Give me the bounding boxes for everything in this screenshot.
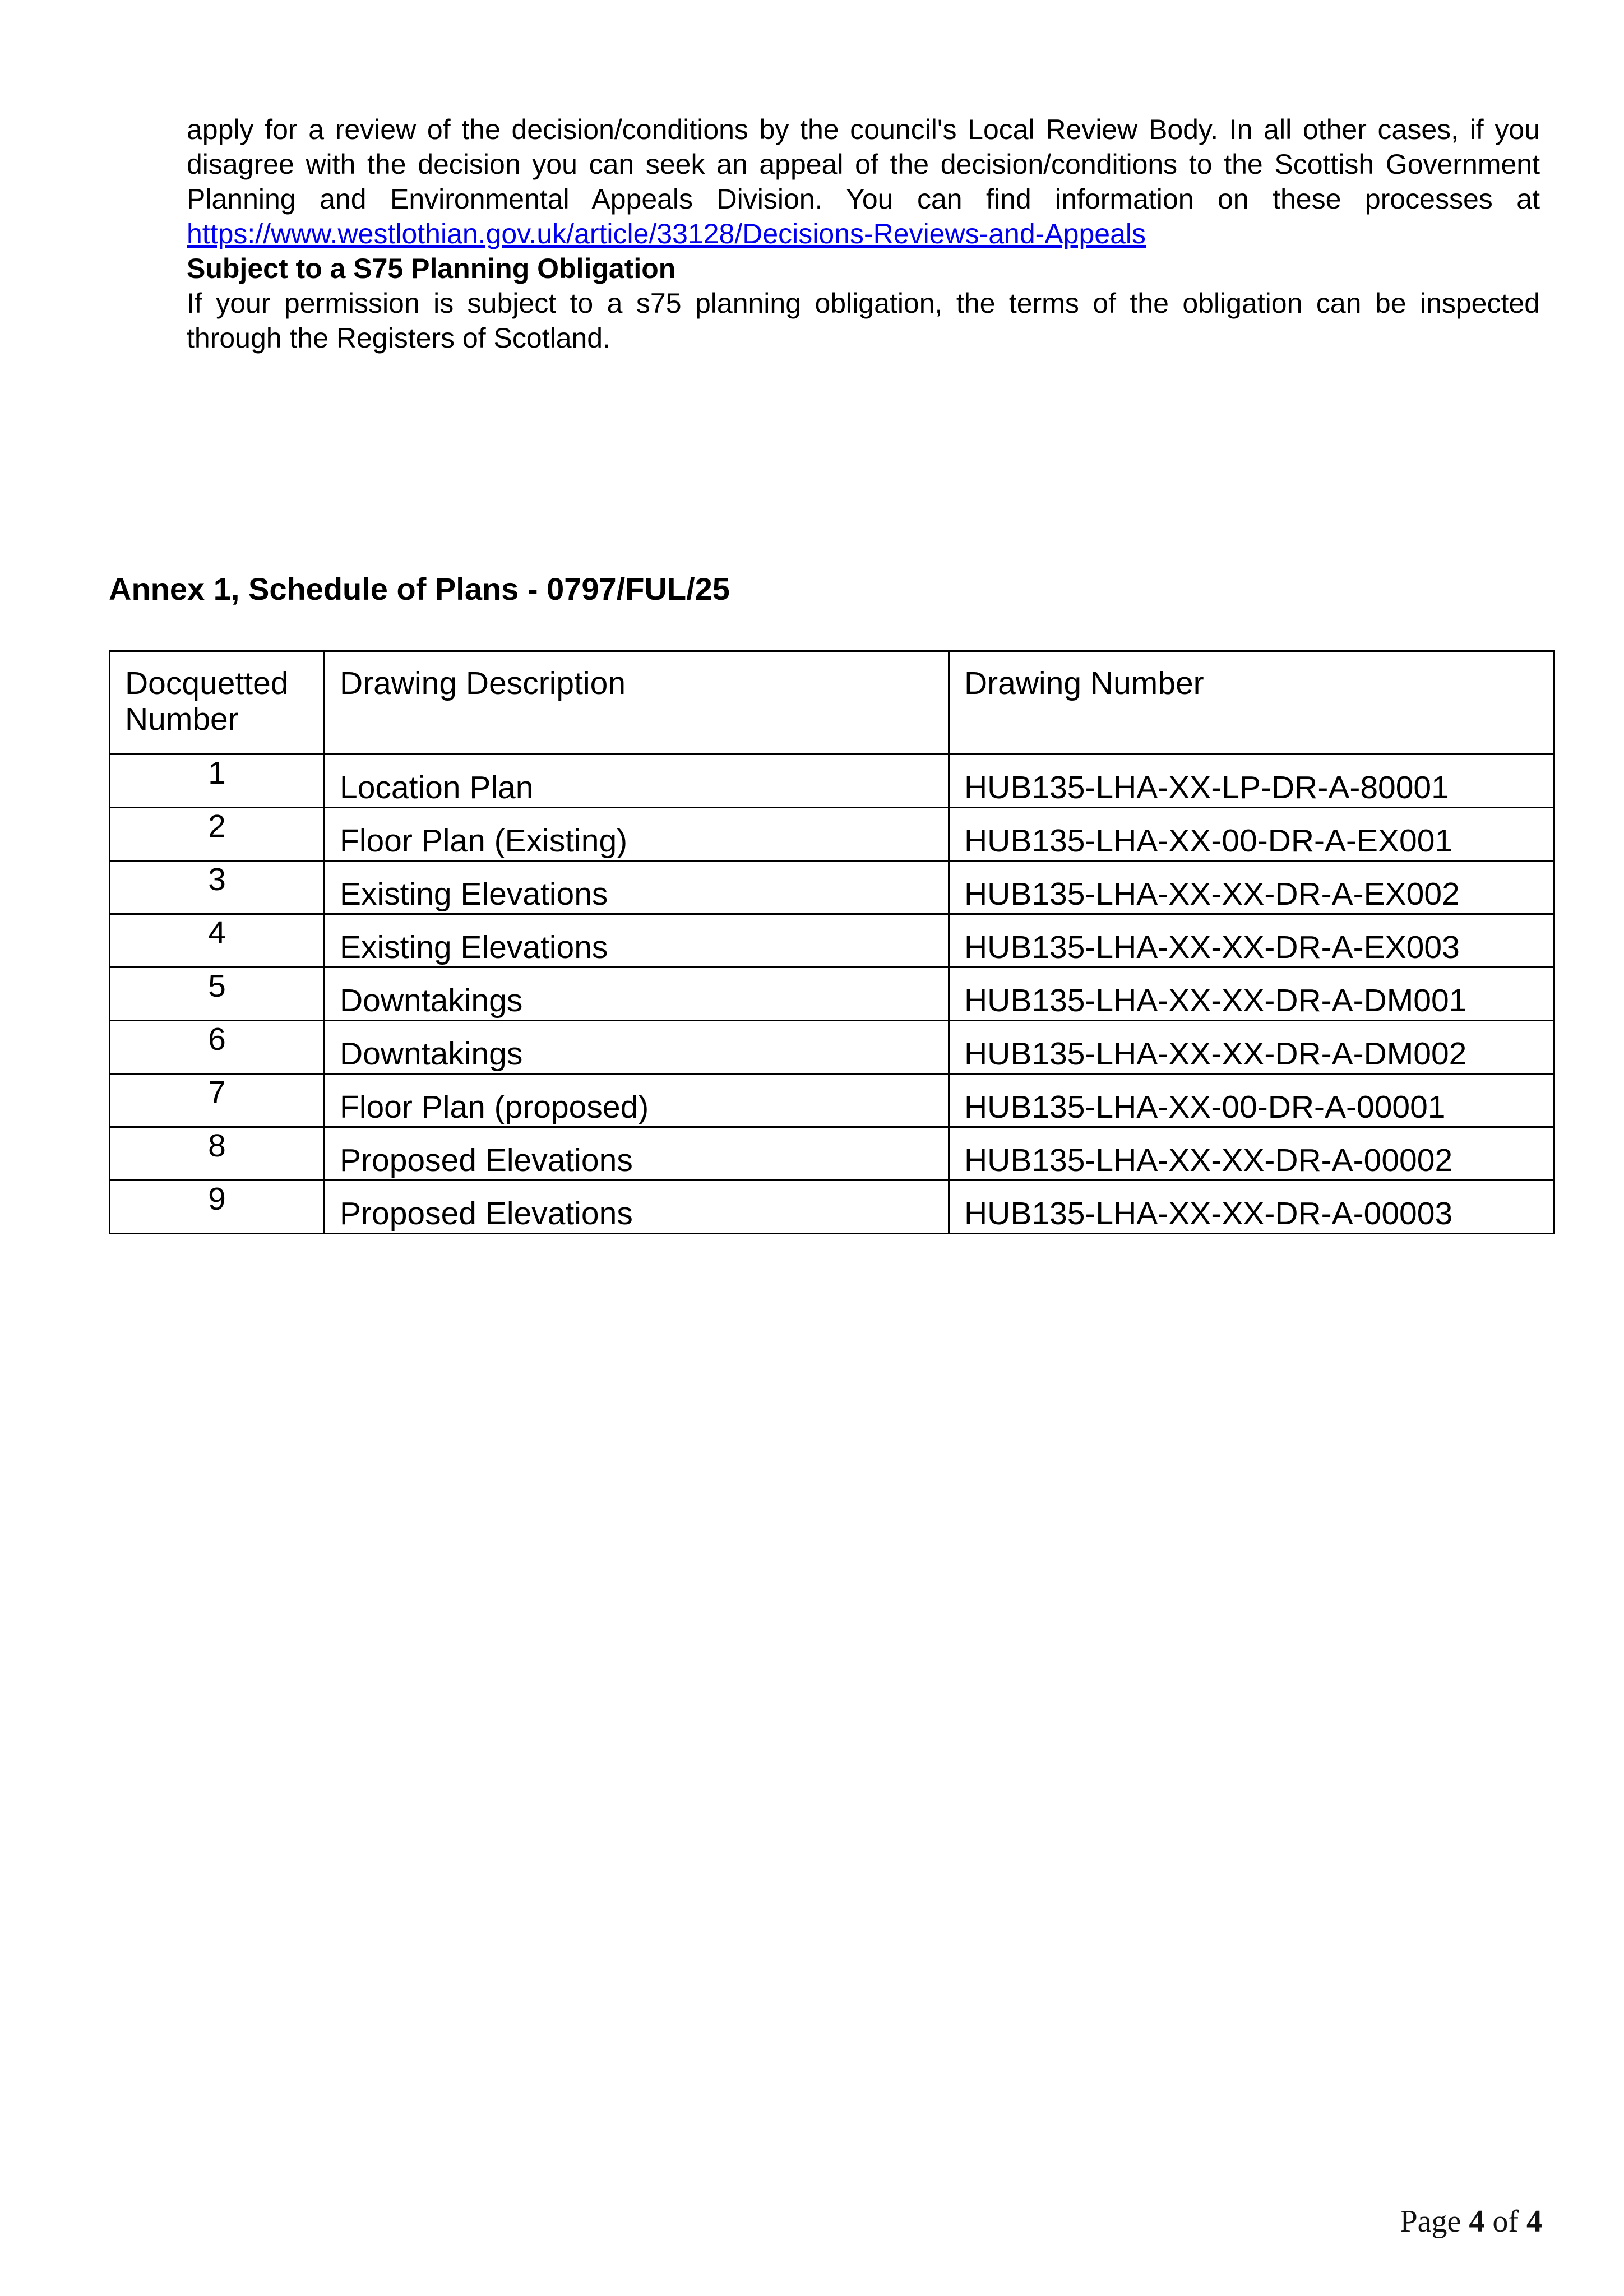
docquetted-number-cell: 3 [110, 861, 325, 914]
docquetted-number-cell: 2 [110, 808, 325, 861]
page-word: Page [1400, 2204, 1461, 2239]
docquetted-number-cell: 9 [110, 1181, 325, 1234]
s75-obligation-heading: Subject to a S75 Planning Obligation [187, 253, 676, 284]
drawing-description-cell: Floor Plan (proposed) [325, 1074, 949, 1127]
table-row [110, 861, 1554, 914]
column-header-drawing-number: Drawing Number [949, 651, 1554, 754]
s75-obligation-text: If your permission is subject to a s75 planning obligation, the terms of the obligation can be inspected through the Registers of Scotland. [187, 288, 1540, 354]
drawing-number-cell: HUB135-LHA-XX-XX-DR-A-00003 [949, 1181, 1554, 1234]
drawing-number-cell: HUB135-LHA-XX-00-DR-A-EX001 [949, 808, 1554, 861]
drawing-description-cell: Floor Plan (Existing) [325, 808, 949, 861]
intro-section [187, 112, 1540, 355]
table-row [110, 754, 1554, 808]
docquetted-number-cell: 6 [110, 1021, 325, 1074]
drawing-number-cell: HUB135-LHA-XX-XX-DR-A-EX002 [949, 861, 1554, 914]
docquetted-number-cell: 4 [110, 914, 325, 968]
drawing-number-cell: HUB135-LHA-XX-LP-DR-A-80001 [949, 754, 1554, 808]
table-header-row [110, 651, 1554, 754]
table-row [110, 1127, 1554, 1181]
drawing-description-cell: Existing Elevations [325, 861, 949, 914]
table-row [110, 1021, 1554, 1074]
table-row [110, 1074, 1554, 1127]
table-row [110, 968, 1554, 1021]
drawing-description-cell: Location Plan [325, 754, 949, 808]
table-row [110, 1181, 1554, 1234]
of-word: of [1492, 2204, 1519, 2239]
drawing-description-cell: Existing Elevations [325, 914, 949, 968]
appeal-paragraph-text: apply for a review of the decision/conditions by the council's Local Review Body. In all other cases, if you disagree with the decision you can seek an appeal of the decision/conditions to the Scottish Government Planning and Environmental Appeals Division. You can find information on these processes at [187, 114, 1540, 215]
column-header-docquetted-number: Docquetted Number [110, 651, 325, 754]
appeal-paragraph [187, 112, 1540, 251]
drawing-number-cell: HUB135-LHA-XX-00-DR-A-00001 [949, 1074, 1554, 1127]
annex-title: Annex 1, Schedule of Plans - 0797/FUL/25 [109, 571, 730, 607]
docquetted-number-cell: 1 [110, 754, 325, 808]
table-row [110, 914, 1554, 968]
total-pages-number: 4 [1526, 2204, 1542, 2239]
drawing-description-cell: Proposed Elevations [325, 1127, 949, 1181]
table-row [110, 808, 1554, 861]
drawing-description-cell: Downtakings [325, 968, 949, 1021]
page-footer [1400, 2202, 1542, 2241]
drawing-number-cell: HUB135-LHA-XX-XX-DR-A-00002 [949, 1127, 1554, 1181]
drawing-number-cell: HUB135-LHA-XX-XX-DR-A-DM002 [949, 1021, 1554, 1074]
docquetted-number-cell: 8 [110, 1127, 325, 1181]
column-header-drawing-description: Drawing Description [325, 651, 949, 754]
drawing-number-cell: HUB135-LHA-XX-XX-DR-A-EX003 [949, 914, 1554, 968]
current-page-number: 4 [1469, 2204, 1485, 2239]
drawing-description-cell: Proposed Elevations [325, 1181, 949, 1234]
docquetted-number-cell: 5 [110, 968, 325, 1021]
decisions-reviews-appeals-link[interactable]: https://www.westlothian.gov.uk/article/33128/Decisions-Reviews-and-Appeals [187, 218, 1146, 249]
drawing-number-cell: HUB135-LHA-XX-XX-DR-A-DM001 [949, 968, 1554, 1021]
schedule-of-plans-table [109, 650, 1555, 1234]
drawing-description-cell: Downtakings [325, 1021, 949, 1074]
docquetted-number-cell: 7 [110, 1074, 325, 1127]
